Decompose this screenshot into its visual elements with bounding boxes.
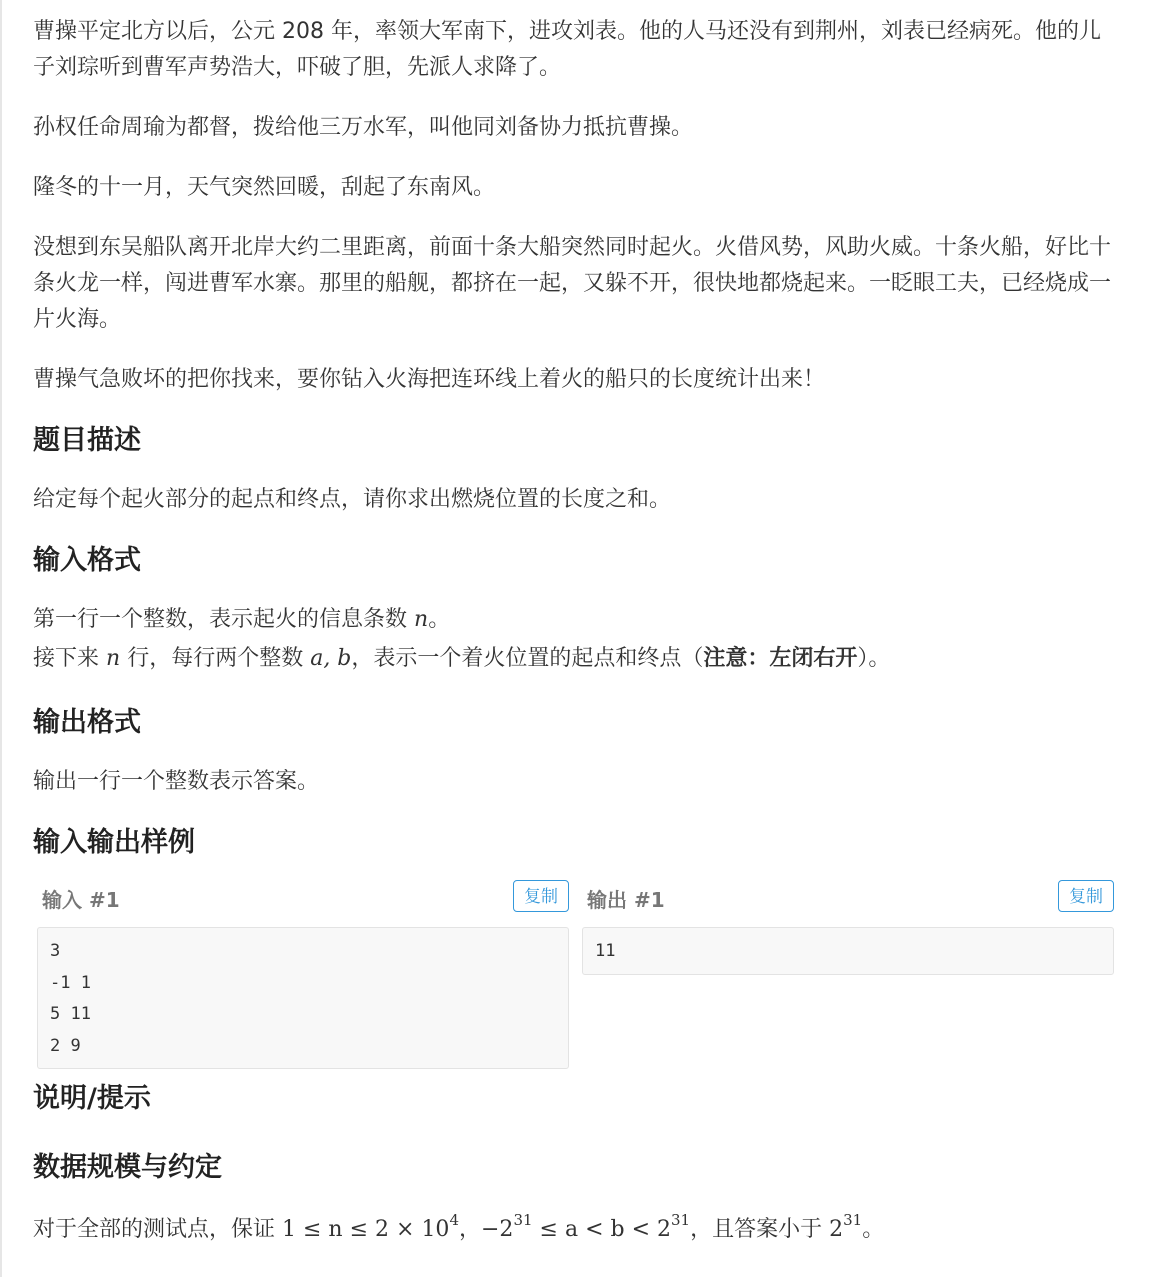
sample-output-1 xyxy=(582,880,1114,975)
constraints-prefix: 对于全部的测试点，保证 xyxy=(33,1217,276,1242)
sample-input-title: 输入 #1 xyxy=(42,888,120,912)
math-two: 2 xyxy=(829,1217,844,1242)
math-var-n: n xyxy=(106,646,121,671)
math-n-range-text: 1 ≤ n ≤ 2 × 10 xyxy=(282,1217,450,1242)
input-format-line-2-after: ，表示一个着火位置的起点和终点（ xyxy=(351,646,704,671)
math-exp: 31 xyxy=(671,1211,691,1229)
story-paragraph-1: 曹操平定北方以后，公元 208 年，率领大军南下，进攻刘表。他的人马还没有到荆州，刘表已经病死。他的儿子刘琮听到曹军声势浩大，吓破了胆，先派人求降了。 xyxy=(33,19,1101,80)
constraints-end: 。 xyxy=(862,1217,885,1242)
sample-input-1 xyxy=(37,880,569,1069)
sample-input-line: -1 1 xyxy=(50,972,91,993)
input-format-line-1-end: 。 xyxy=(428,607,451,632)
sample-output-title: 输出 #1 xyxy=(587,888,665,912)
math-answer-bound xyxy=(829,1211,863,1242)
description-text: 给定每个起火部分的起点和终点，请你求出燃烧位置的长度之和。 xyxy=(33,487,672,512)
content-left-border xyxy=(0,0,2,1277)
story-paragraph-5: 曹操气急败坏的把你找来，要你钻入火海把连环线上着火的船只的长度统计出来！ xyxy=(33,367,826,392)
math-var-ab: a, b xyxy=(310,646,352,671)
math-ab-mid: ≤ a < b < 2 xyxy=(539,1217,671,1242)
sample-output-code xyxy=(582,927,1114,975)
input-format-line-2-end: ）。 xyxy=(857,646,891,671)
input-format-line-1 xyxy=(33,602,1118,638)
math-ab-range xyxy=(481,1211,691,1242)
copy-output-button[interactable]: 复制 xyxy=(1058,880,1114,912)
math-exp: 31 xyxy=(843,1211,863,1229)
constraints-text xyxy=(33,1212,1118,1248)
constraints-sep: ， xyxy=(458,1217,481,1242)
math-n-range xyxy=(282,1211,459,1242)
story-paragraph-3: 隆冬的十一月，天气突然回暖，刮起了东南风。 xyxy=(33,175,496,200)
math-exp: 31 xyxy=(513,1211,533,1229)
answer-text: ，且答案小于 xyxy=(690,1217,823,1242)
samples-container xyxy=(37,880,1117,1080)
output-format-text: 输出一行一个整数表示答案。 xyxy=(33,769,320,794)
hint-heading: 说明/提示 xyxy=(33,1083,151,1114)
input-format-line-2-prefix: 接下来 xyxy=(33,646,100,671)
sample-input-line: 5 11 xyxy=(50,1004,91,1024)
sample-input-line: 2 9 xyxy=(50,1035,81,1056)
input-format-line-2-mid: 行，每行两个整数 xyxy=(127,646,304,671)
sample-input-header xyxy=(37,880,569,920)
input-format-line-1-text: 第一行一个整数，表示起火的信息条数 xyxy=(33,607,408,632)
input-format-heading: 输入格式 xyxy=(33,545,141,576)
left-closed-right-open-note: 注意：左闭右开 xyxy=(703,646,858,671)
output-format-heading: 输出格式 xyxy=(33,707,141,738)
description-heading: 题目描述 xyxy=(33,425,141,456)
math-neg-two: −2 xyxy=(481,1217,514,1242)
input-format-line-2 xyxy=(33,641,1118,677)
sample-output-line: 11 xyxy=(595,941,616,961)
story-paragraph-4: 没想到东吴船队离开北岸大约二里距离，前面十条大船突然同时起火。火借风势，风助火威。十条火船，好比十条火龙一样，闯进曹军水寨。那里的船舰，都挤在一起，又躲不开，很快地都烧起来。一眨眼工夫，已经烧成一片火海。 xyxy=(33,235,1112,332)
math-exp: 4 xyxy=(449,1211,459,1229)
story-paragraph-2: 孙权任命周瑜为都督，拨给他三万水军，叫他同刘备协力抵抗曹操。 xyxy=(33,115,694,140)
sample-input-code xyxy=(37,927,569,1069)
sample-output-header xyxy=(582,880,1114,920)
copy-input-button[interactable]: 复制 xyxy=(513,880,569,912)
data-range-subheading: 数据规模与约定 xyxy=(33,1152,222,1183)
sample-input-line: 3 xyxy=(50,941,61,961)
math-var-n: n xyxy=(414,607,429,632)
samples-heading: 输入输出样例 xyxy=(33,827,195,858)
